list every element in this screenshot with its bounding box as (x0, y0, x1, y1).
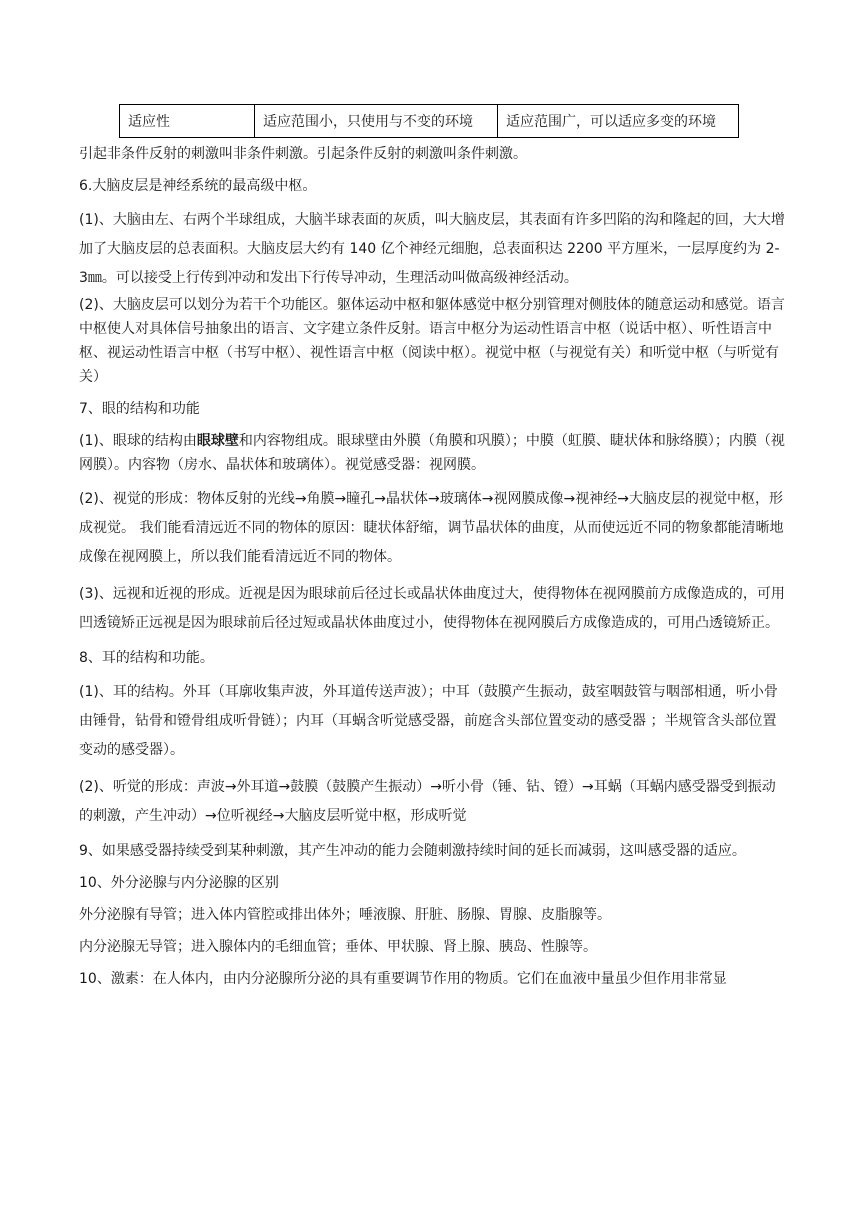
text-span: 和内容物组成。眼球壁由外膜（角膜和巩膜）；中膜（虹膜、睫状体和脉络膜）；内膜（视网膜）。内容物（房水、晶状体和玻璃体）。视觉感受器：视网膜。 (79, 433, 785, 473)
paragraph: (2)、听觉的形成：声波→外耳道→鼓膜（鼓膜产生振动）→听小骨（锤、钻、镫）→耳蜗（耳蜗内感受器受到振动的刺激，产生冲动）→位听视经→大脑皮层听觉中枢，形成听觉 (79, 779, 776, 824)
section-heading: 7、眼的结构和功能 (79, 401, 200, 417)
paragraph: 10、激素：在人体内，由内分泌腺所分泌的具有重要调节作用的物质。它们在血液中量虽少但作用非常显 (79, 971, 727, 987)
table-cell: 适应性 (120, 105, 255, 138)
section-heading: 8、耳的结构和功能。 (79, 650, 214, 666)
paragraph: (1)、耳的结构。外耳（耳廓收集声波，外耳道传送声波）；中耳（鼓膜产生振动，鼓室咽鼓管与咽部相通，听小骨由锤骨，钻骨和镫骨组成听骨链）；内耳（耳蜗含听觉感受器，前庭含头部位置变动的感受器 ；半规管含头部位置变动的感受器）。 (79, 684, 778, 758)
section-heading: 10、外分泌腺与内分泌腺的区别 (79, 875, 279, 891)
table-cell: 适应范围广，可以适应多变的环境 (498, 105, 739, 138)
section-heading: 6.大脑皮层是神经系统的最高级中枢。 (79, 178, 317, 194)
bold-term: 眼球壁 (196, 433, 239, 449)
paragraph: (2)、视觉的形成：物体反射的光线→角膜→瞳孔→晶状体→玻璃体→视网膜成像→视神经→大脑皮层的视觉中枢，形成视觉。 我们能看清远近不同的物体的原因：睫状体舒缩，调节晶状体的曲度，从而使远近不同的物象都能清晰地成像在视网膜上，所以我们能看清远近不同的物体。 (79, 491, 784, 565)
comparison-table (119, 104, 739, 138)
paragraph: 外分泌腺有导管；进入体内管腔或排出体外；唾液腺、肝脏、肠腺、胃腺、皮脂腺等。 (79, 907, 611, 923)
paragraph: 内分泌腺无导管；进入腺体内的毛细血管；垂体、甲状腺、肾上腺、胰岛、性腺等。 (79, 939, 597, 955)
paragraph: (2)、大脑皮层可以划分为若干个功能区。躯体运动中枢和躯体感觉中枢分别管理对侧肢体的随意运动和感觉。语言中枢使人对具体信号抽象出的语言、文字建立条件反射。语言中枢分为运动性语言中枢（说话中枢）、听性语言中枢、视运动性语言中枢（书写中枢）、视性语言中枢（阅读中枢）。视觉中枢（与视觉有关）和听觉中枢（与听觉有关） (79, 297, 785, 385)
text-span: (1)、眼球的结构由 (79, 433, 197, 449)
paragraph: (3)、远视和近视的形成。近视是因为眼球前后径过长或晶状体曲度过大，使得物体在视网膜前方成像造成的，可用凹透镜矫正远视是因为眼球前后径过短或晶状体曲度过小，使得物体在视网膜后方成像造成的，可用凸透镜矫正。 (79, 586, 785, 631)
paragraph (79, 429, 785, 477)
paragraph: 9、如果感受器持续受到某种刺激，其产生冲动的能力会随刺激持续时间的延长而减弱，这叫感受器的适应。 (79, 843, 746, 859)
paragraph: 引起非条件反射的刺激叫非条件刺激。引起条件反射的刺激叫条件刺激。 (79, 146, 527, 162)
paragraph: (1)、大脑由左、右两个半球组成，大脑半球表面的灰质，叫大脑皮层，其表面有许多凹陷的沟和隆起的回，大大增加了大脑皮层的总表面积。大脑皮层大约有 140 亿个神经元细胞，总表面积达 2200 平方厘米，一层厚度约为 2-3㎜。可以接受上行传到冲动和发出下行传导冲动，生理活动叫做高级神经活动。 (79, 212, 785, 286)
document-body (79, 142, 785, 991)
table-cell: 适应范围小，只使用与不变的环境 (255, 105, 498, 138)
table-row (120, 105, 739, 138)
